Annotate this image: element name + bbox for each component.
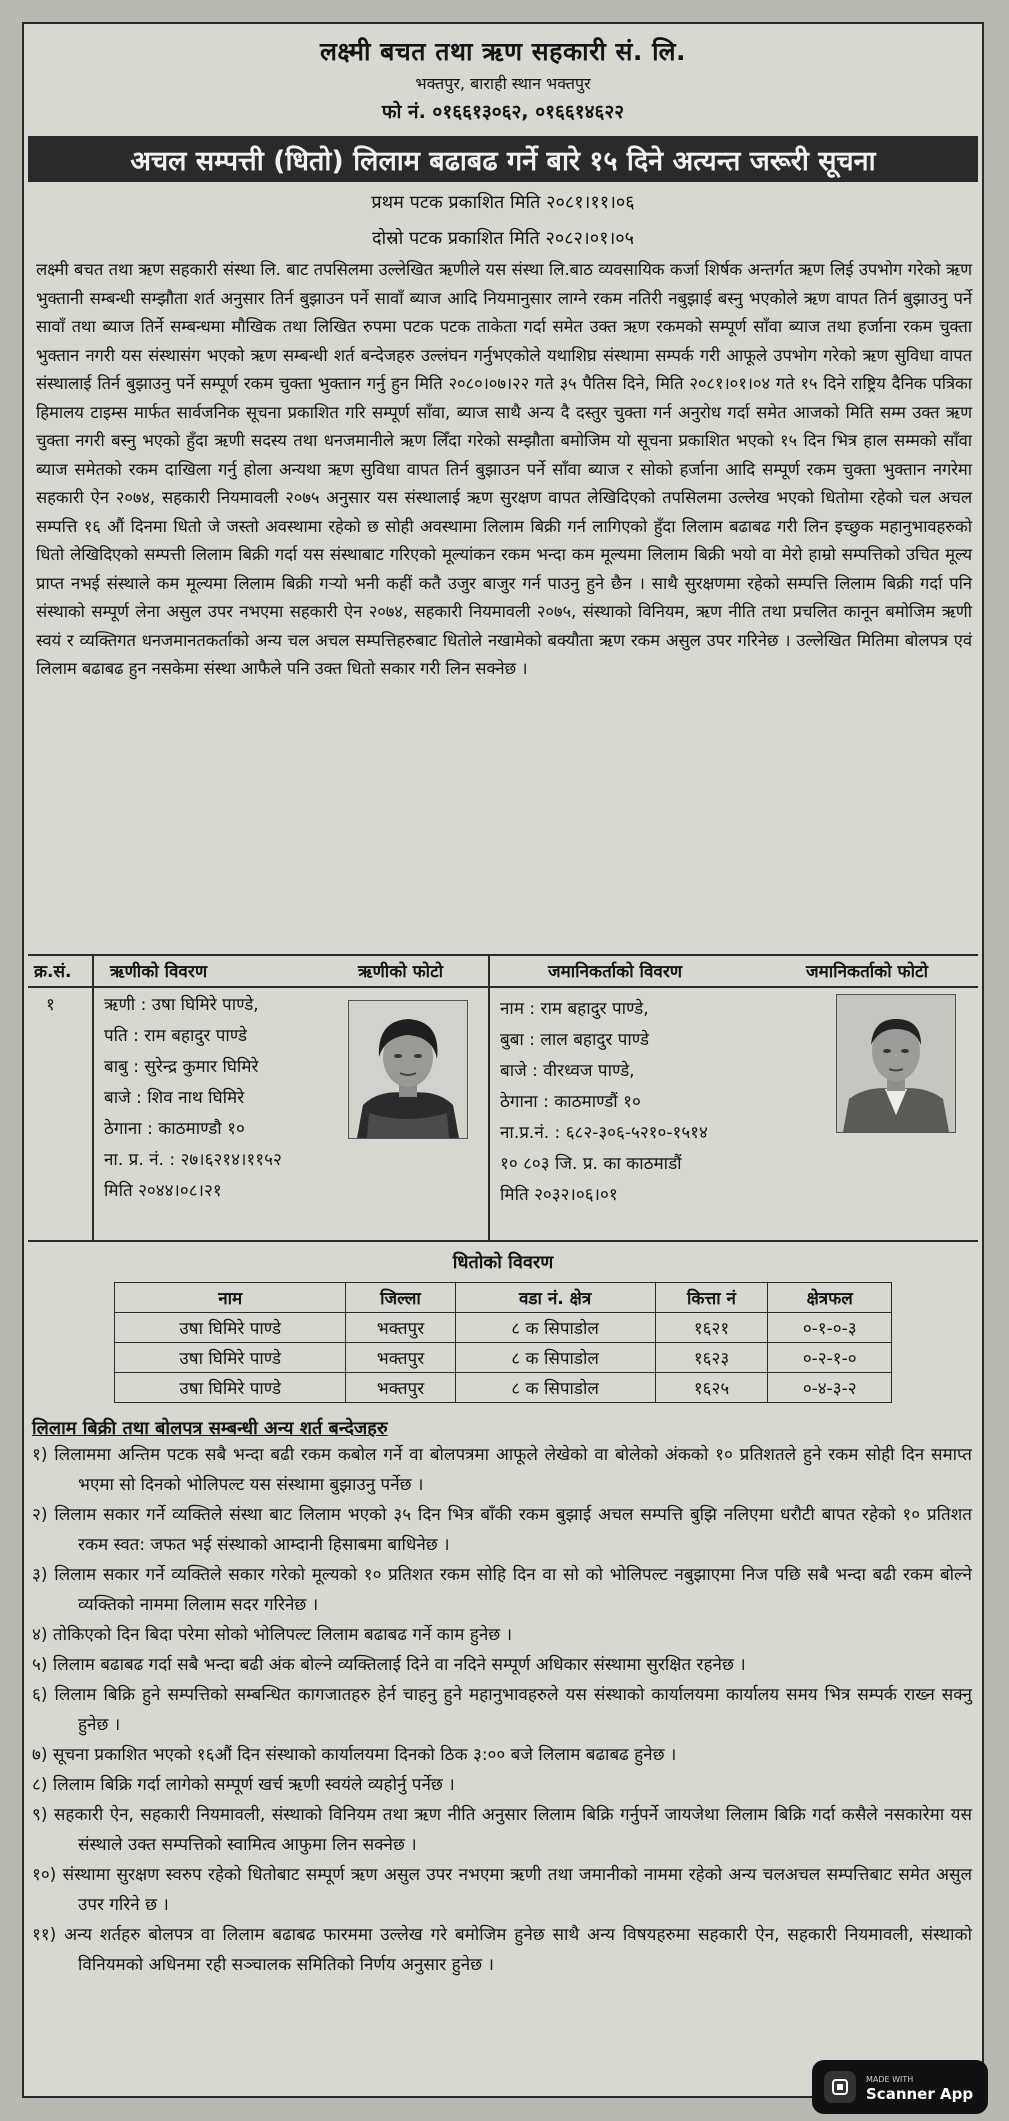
cell-area: ०-१-०-३ <box>768 1313 892 1343</box>
debtor-husband: पति : राम बहादुर पाण्डे <box>104 1026 247 1046</box>
guarantor-details <box>500 994 708 1211</box>
notice-sheet <box>22 22 984 2098</box>
conditions-title: लिलाम बिक्री तथा बोलपत्र सम्बन्धी अन्य शर्त बन्देजहरु <box>32 1418 388 1439</box>
cell-plot: १६२१ <box>655 1313 768 1343</box>
table-row <box>115 1313 892 1343</box>
sn-header: क्र.सं. <box>34 962 72 982</box>
guarantor-issuing-office: १० ८०३ जि. प्र. का काठमाडौं <box>500 1154 682 1174</box>
cell-ward: ८ क सिपाडोल <box>455 1343 655 1373</box>
condition-item: १) लिलाममा अन्तिम पटक सबै भन्दा बढी रकम कबोल गर्ने वा बोलपत्रमा आफूले लेखेको वा बोलेको अंकको १० प्रतिशतले हुने रकम सोही दिन समाप्त भएमा सो दिनको भोलिपल्ट यस संस्थामा बुझाउनु पर्नेछ । <box>32 1445 972 1495</box>
organization-address: भक्तपुर, बाराही स्थान भक्तपुर <box>415 74 591 93</box>
debtor-details <box>104 990 282 1207</box>
condition-item: ५) लिलाम बढाबढ गर्दा सबै भन्दा बढी अंक बोल्ने व्यक्तिलाई दिने वा नदिने सम्पूर्ण अधिकार संस्थामा सुरक्षित रहनेछ । <box>32 1655 746 1675</box>
notice-body: लक्ष्मी बचत तथा ऋण सहकारी संस्था लि. बाट तपसिलमा उल्लेखित ऋणीले यस संस्था लि.बाठ व्यवसायिक कर्जा शिर्षक अन्तर्गत ऋण लिई उपभोग गरेको ऋण भुक्तानी सम्बन्धी सम्झौता शर्त अनुसार तिर्न बुझाउन पर्ने सावाँ ब्याज आदि नियमानुसार लाग्ने रकम नतिरी नबुझाई बस्नु भएकोले ऋण वापत तिर्न बुझाउनु पर्ने सावाँ तथा ब्याज तिर्ने सम्बन्धमा मौखिक तथा लिखित रुपमा पटक पटक ताकेता गर्दा समेत उक्त ऋण रकमको सम्पूर्ण साँवा ब्याज तथा हर्जाना रकम चुक्ता भुक्तान नगरी यस संस्थासंग भएको ऋण सम्बन्धी शर्त बन्देजहरु उल्लंघन गर्नुभएकोले यथाशिघ्र संस्थामा सम्पर्क गरी आफूले उपभोग गरेको ऋण सुविधा वापत संस्थालाई तिर्न बुझाउनु पर्ने सम्पूर्ण रकम चुक्ता भुक्तान गर्नु हुन मिति २०८०।०७।२२ गते ३५ पैतिस दिने, मिति २०८१।०१।०४ गते १५ दिने राष्ट्रिय दैनिक पत्रिका हिमालय टाइम्स मार्फत सार्वजनिक सूचना प्रकाशित गरि सम्पूर्ण साँवा, ब्याज साथै अन्य दै दस्तुर चुक्ता गर्न अनुरोध गर्दा समेत आजको मिति सम्म उक्त ऋण चुक्ता नगरी बस्नु भएको हुँदा ऋणी सदस्य तथा धनजमानीले ऋण लिँदा गरेको सम्झौता बमोजिम यो सूचना प्रकाशित भएको १५ दिन भित्र हाल सम्मको साँवा ब्याज समेतको रकम दाखिला गर्नु होला अन्यथा ऋण सुविधा वापत तिर्न बुझाउन पर्ने साँवा ब्याज र सोको हर्जाना आदि सम्पूर्ण रकम चुक्ता भुक्तान नगरेमा सहकारी ऐन २०७४, सहकारी नियमावली २०७५ अनुसार यस संस्थालाई ऋण सुरक्षण वापत लेखिदिएको तपसिलमा उल्लेख भएको धितोमा रहेको चल अचल सम्पत्ति १६ औं दिनमा धितो जे जस्तो अवस्थामा रहेको छ सोही अवस्थामा लिलाम बिक्री गर्न लागिएको हुँदा लिलाम बढाबढ गरी लिन इच्छुक महानुभावहरुको धितो लेखिदिएको सम्पत्ती लिलाम बिक्री गर्दा यस संस्थाबाट गरिएको मूल्यांकन रकम भन्दा कम मूल्यमा लिलाम बिक्री भयो वा मेरो हाम्रो सम्पत्तिको उचित मूल्य प्राप्त नभई संस्थाले कम मूल्यमा लिलाम बिक्री गऱ्यो भनी कहीं कतै उजुर बाजुर गर्न पाउनु हुने छैन । साथै सुरक्षणमा रहेको सम्पत्ति लिलाम बिक्री गर्दा पनि संस्थाको सम्पूर्ण लेना असुल उपर नभएमा सहकारी ऐन २०७४, सहकारी नियमावली २०७५, संस्थाको विनियम, ऋण नीति तथा प्रचलित कानून बमोजिम ऋणी स्वयं र व्यक्तिगत धनजमानतकर्ताको अन्य चल अचल सम्पत्तिहरुबाट धितोले नखामेको बक्यौता ऋण रकम असुल उपर गरिनेछ । उल्लेखित मितिमा बोलपत्र एवं लिलाम बढाबढ हुन नसकेमा संस्था आफैले पनि उक्त धितो सकार गरी लिन सक्नेछ । <box>36 260 972 678</box>
column-divider <box>488 956 490 1240</box>
condition-item: ७) सूचना प्रकाशित भएको १६औं दिन संस्थाको कार्यालयमा दिनको ठिक ३:०० बजे लिलाम बढाबढ हुनेछ । <box>32 1745 677 1765</box>
cell-district: भक्तपुर <box>346 1373 455 1403</box>
party-details-table <box>28 954 978 1242</box>
guarantor-citizenship-number: ना.प्र.नं. : ६८२-३०६-५२१०-१५१४ <box>500 1123 708 1143</box>
cell-plot: १६२३ <box>655 1343 768 1373</box>
column-divider <box>92 956 94 1240</box>
scanner-app-watermark <box>812 2060 988 2114</box>
guarantor-citizenship-date: मिति २०३२।०६।०१ <box>500 1185 618 1205</box>
condition-item: २) लिलाम सकार गर्ने व्यक्तिले संस्था बाट लिलाम भएको ३५ दिन भित्र बाँकी रकम बुझाई अचल सम्पत्ति बुझि नलिएमा धरौटी बापत रहेको १० प्रतिशत रकम स्वत: जफत भई संस्थाको आम्दानी हिसाबमा बाधिनेछ । <box>32 1505 972 1555</box>
cell-district: भक्तपुर <box>346 1343 455 1373</box>
debtor-citizenship-number: ना. प्र. नं. : २७।६२१४।११५२ <box>104 1150 282 1170</box>
notice-title: अचल सम्पत्ती (धितो) लिलाम बढाबढ गर्ने बारे १५ दिने अत्यन्त जरूरी सूचना <box>28 136 978 182</box>
table-row <box>115 1373 892 1403</box>
col-header-area: क्षेत्रफल <box>768 1283 892 1313</box>
scanner-app-icon <box>824 2071 856 2103</box>
party-table-header <box>28 956 978 988</box>
auction-conditions <box>32 1416 972 1980</box>
collateral-caption: धितोको विवरण <box>452 1252 554 1273</box>
guarantor-name: नाम : राम बहादुर पाण्डे, <box>500 999 649 1019</box>
cell-area: ०-४-३-२ <box>768 1373 892 1403</box>
table-row <box>115 1343 892 1373</box>
guarantor-grandfather: बाजे : वीरध्वज पाण्डे, <box>500 1061 635 1081</box>
watermark-made-with: MADE WITH <box>866 2075 914 2084</box>
debtor-citizenship-date: मिति २०४४।०८।२१ <box>104 1181 222 1201</box>
condition-item: ८) लिलाम बिक्रि गर्दा लागेको सम्पूर्ण खर्च ऋणी स्वयंले व्यहोर्नु पर्नेछ । <box>32 1775 455 1795</box>
guarantor-address: ठेगाना : काठमाण्डौं १० <box>500 1092 641 1112</box>
debtor-name: ऋणी : उषा घिमिरे पाण्डे, <box>104 995 259 1015</box>
cell-plot: १६२५ <box>655 1373 768 1403</box>
organization-phone: फो नं. ०१६६१३०६२, ०१६६१४६२२ <box>381 101 625 123</box>
col-header-plot: कित्ता नं <box>655 1283 768 1313</box>
col-header-district: जिल्ला <box>346 1283 455 1313</box>
debtor-grandfather: बाजे : शिव नाथ घिमिरे <box>104 1088 245 1108</box>
cell-ward: ८ क सिपाडोल <box>455 1373 655 1403</box>
guarantor-photo-header: जमानिकर्ताको फोटो <box>806 962 929 982</box>
condition-item: ९) सहकारी ऐन, सहकारी नियमावली, संस्थाको विनियम तथा ऋण नीति अनुसार लिलाम बिक्रि गर्नुपर्ने जायजेथा लिलाम बिक्रि गर्दा कसैले नसकारेमा यस संस्थाले उक्त सम्पत्तिको स्वामित्व आफुमा लिन सक्नेछ । <box>32 1805 972 1855</box>
cell-area: ०-२-१-० <box>768 1343 892 1373</box>
debtor-father: बाबु : सुरेन्द्र कुमार घिमिरे <box>104 1057 259 1077</box>
guarantor-father: बुबा : लाल बहादुर पाण्डे <box>500 1030 649 1050</box>
condition-item: १०) संस्थामा सुरक्षण स्वरुप रहेको धितोबाट सम्पूर्ण ऋण असुल उपर नभएमा ऋणी तथा जमानीको नाममा रहेको अन्य चलअचल सम्पत्तिबाट समेत असुल उपर गरिने छ । <box>32 1865 972 1915</box>
first-publication-date: प्रथम पटक प्रकाशित मिति २०८१।११।०६ <box>371 192 635 213</box>
cell-name: उषा घिमिरे पाण्डे <box>115 1373 346 1403</box>
debtor-photo-header: ऋणीको फोटो <box>358 962 444 982</box>
cell-name: उषा घिमिरे पाण्डे <box>115 1313 346 1343</box>
row-serial-number: १ <box>46 995 55 1015</box>
cell-name: उषा घिमिरे पाण्डे <box>115 1343 346 1373</box>
guarantor-photo <box>836 994 956 1133</box>
organization-name: लक्ष्मी बचत तथा ऋण सहकारी सं. लि. <box>319 37 687 66</box>
second-publication-date: दोस्रो पटक प्रकाशित मिति २०८२।०१।०५ <box>372 228 634 249</box>
col-header-name: नाम <box>115 1283 346 1313</box>
condition-item: ३) लिलाम सकार गर्ने व्यक्तिले सकार गरेको मूल्यको १० प्रतिशत रकम सोहि दिन वा सो को भोलिपल्ट नबुझाएमा निज पछि सबै भन्दा बढी रकम बोल्ने व्यक्तिको नाममा लिलाम सदर गरिनेछ । <box>32 1565 972 1615</box>
cell-ward: ८ क सिपाडोल <box>455 1313 655 1343</box>
collateral-header-row <box>115 1283 892 1313</box>
condition-item: ६) लिलाम बिक्रि हुने सम्पत्तिको सम्बन्धित कागजातहरु हेर्न चाहनु हुने महानुभावहरुले यस संस्थाको कार्यालयमा कार्यालय समय भित्र सम्पर्क राख्न सक्नु हुनेछ । <box>32 1685 972 1735</box>
debtor-photo <box>348 1000 468 1139</box>
collateral-table <box>114 1282 892 1403</box>
watermark-app-name: Scanner App <box>866 2085 974 2103</box>
guarantor-details-header: जमानिकर्ताको विवरण <box>548 962 683 982</box>
debtor-details-header: ऋणीको विवरण <box>110 962 208 982</box>
col-header-ward: वडा नं. क्षेत्र <box>455 1283 655 1313</box>
debtor-address: ठेगाना : काठमाण्डौ १० <box>104 1119 245 1139</box>
condition-item: ११) अन्य शर्तहरु बोलपत्र वा लिलाम बढाबढ फारममा उल्लेख गरे बमोजिम हुनेछ साथै अन्य विषयहरुमा सहकारी ऐन, सहकारी नियमावली, संस्थाको विनियमको अधिनमा रही सञ्चालक समितिको निर्णय अनुसार हुनेछ । <box>32 1925 972 1975</box>
condition-item: ४) तोकिएको दिन बिदा परेमा सोको भोलिपल्ट लिलाम बढाबढ गर्ने काम हुनेछ । <box>32 1625 513 1645</box>
cell-district: भक्तपुर <box>346 1313 455 1343</box>
notice-header <box>24 34 982 124</box>
